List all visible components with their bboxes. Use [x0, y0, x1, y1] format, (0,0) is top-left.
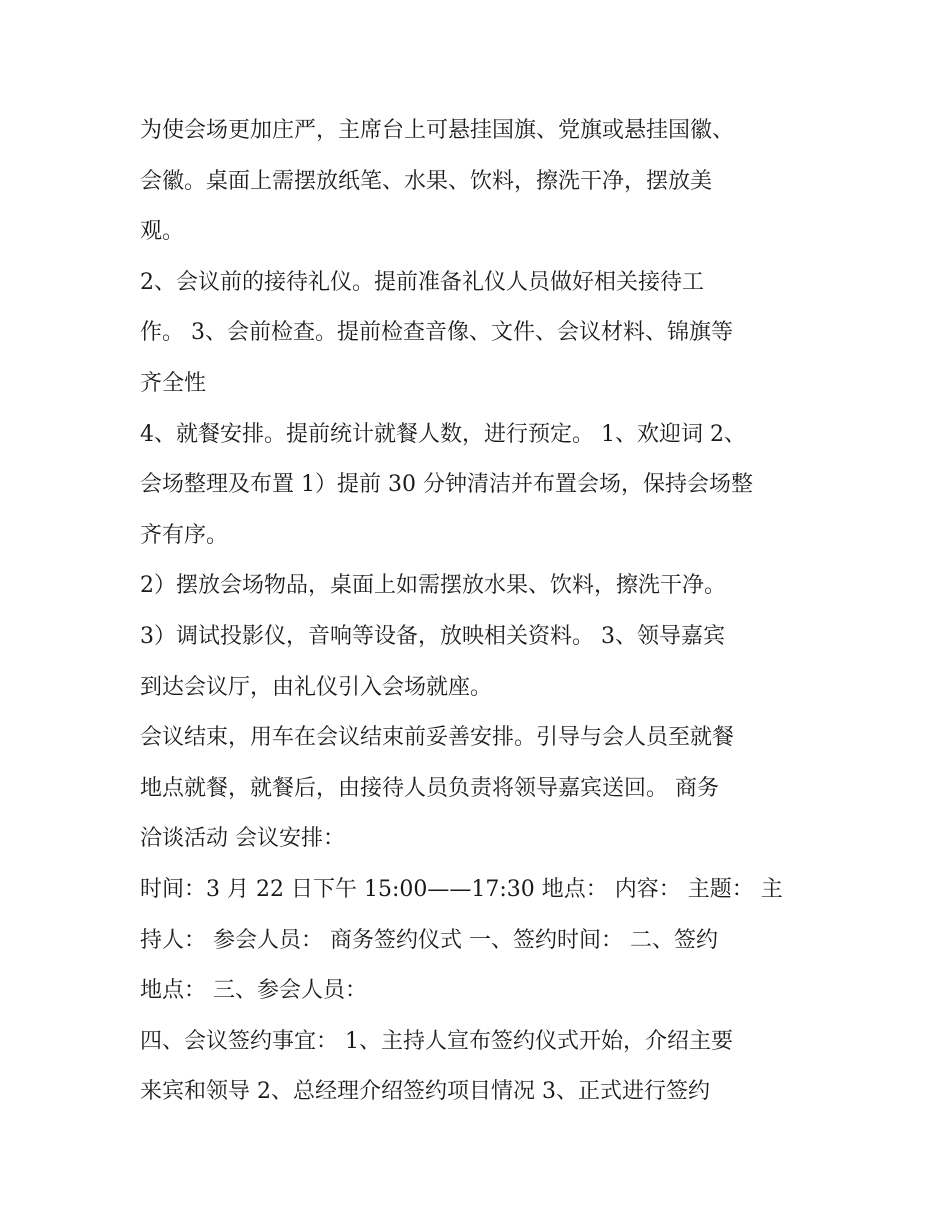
text-line-20: 来宾和领导 2、总经理介绍签约项目情况 3、正式进行签约 — [140, 1079, 710, 1105]
text-line-11: 3）调试投影仪，音响等设备，放映相关资料。 3、领导嘉宾 — [140, 623, 725, 649]
text-line-10: 2）摆放会场物品，桌面上如需摆放水果、饮料，擦洗干净。 — [140, 573, 726, 599]
text-line-16: 时间：3 月 22 日下午 15:00——17:30 地点： 内容： 主题： 主 — [140, 876, 783, 902]
text-line-17: 持人： 参会人员： 商务签约仪式 一、签约时间： 二、签约 — [140, 927, 718, 953]
text-line-5: 作。 3、会前检查。提前检查音像、文件、会议材料、锦旗等 — [140, 320, 733, 346]
text-line-7: 4、就餐安排。提前统计就餐人数，进行预定。 1、欢迎词 2、 — [140, 421, 746, 447]
text-line-4: 2、会议前的接待礼仪。提前准备礼仪人员做好相关接待工 — [140, 269, 704, 295]
text-line-14: 地点就餐，就餐后，由接待人员负责将领导嘉宾送回。 商务 — [140, 775, 719, 801]
text-line-12: 到达会议厅，由礼仪引入会场就座。 — [140, 674, 493, 700]
text-line-6: 齐全性 — [140, 370, 207, 396]
text-line-3: 观。 — [140, 219, 185, 245]
text-line-9: 齐有序。 — [140, 522, 229, 548]
text-line-13: 会议结束，用车在会议结束前妥善安排。引导与会人员至就餐 — [140, 725, 735, 751]
text-line-1: 为使会场更加庄严，主席台上可悬挂国旗、党旗或悬挂国徽、 — [140, 118, 735, 143]
text-line-19: 四、会议签约事宜： 1、主持人宣布签约仪式开始，介绍主要 — [140, 1028, 733, 1054]
text-line-18: 地点： 三、参会人员： — [140, 978, 367, 1004]
text-line-8: 会场整理及布置 1）提前 30 分钟清洁并布置会场，保持会场整 — [140, 472, 753, 498]
text-line-15: 洽谈活动 会议安排： — [140, 826, 345, 852]
text-line-2: 会徽。桌面上需摆放纸笔、水果、饮料，擦洗干净，摆放美 — [140, 168, 713, 194]
document-body — [140, 106, 820, 1118]
